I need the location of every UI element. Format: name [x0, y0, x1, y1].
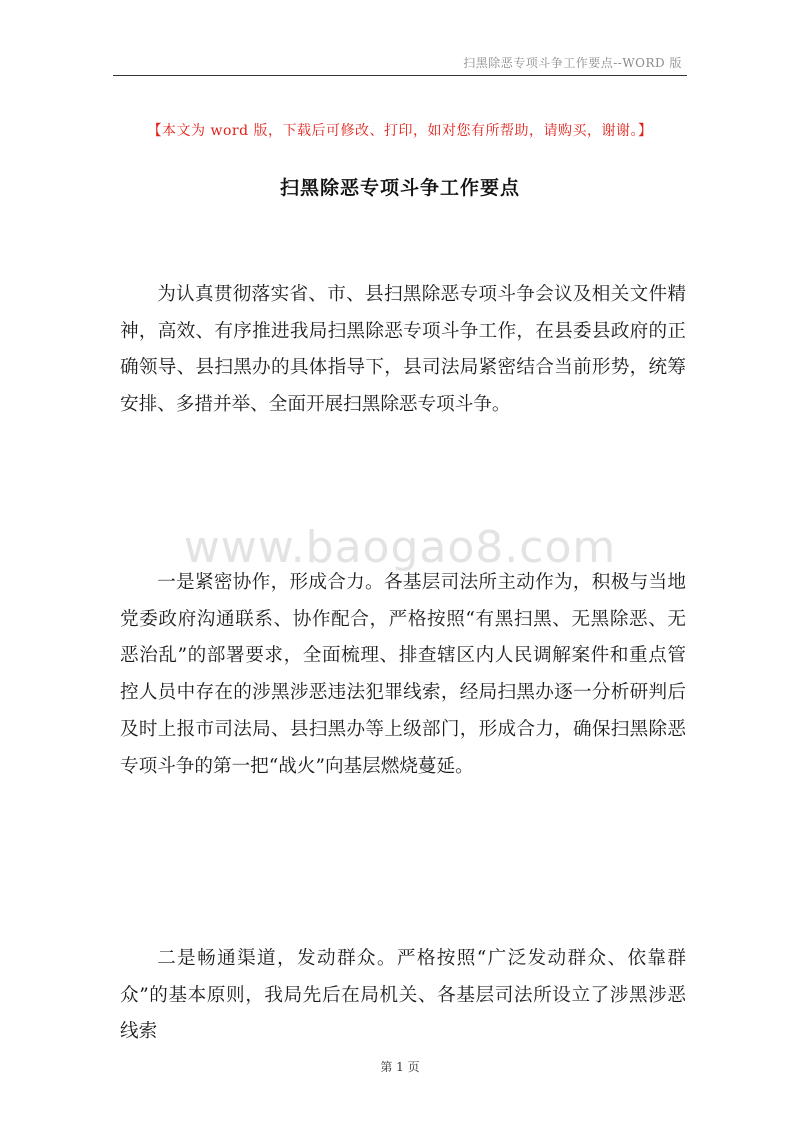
running-header: 扫黑除恶专项斗争工作要点--WORD 版 — [463, 56, 682, 70]
document-title: 扫黑除恶专项斗争工作要点 — [279, 177, 520, 199]
purchase-notice: 【本文为 word 版，下载后可修改、打印，如对您有所帮助，请购买，谢谢。】 — [147, 123, 653, 139]
paragraph-channels: 二是畅通渠道，发动群众。严格按照“广泛发动群众、依靠群众”的基本原则，我局先后在局机关、各基层司法所设立了涉黑涉恶线索 — [120, 948, 686, 1043]
site-watermark: www.baogao8.com — [183, 522, 617, 573]
paragraph-intro: 为认真贯彻落实省、市、县扫黑除恶专项斗争会议及相关文件精神，高效、有序推进我局扫黑除恶专项斗争工作，在县委县政府的正确领导、县扫黑办的具体指导下，县司法局紧密结合当前形势，统筹安排、多措并举、全面开展扫黑除恶专项斗争。 — [120, 284, 686, 416]
page-number: 第 1 页 — [380, 1060, 420, 1074]
header-divider — [113, 75, 687, 76]
paragraph-cooperation: 一是紧密协作，形成合力。各基层司法所主动作为，积极与当地党委政府沟通联系、协作配合，严格按照“有黑扫黑、无黑除恶、无恶治乱”的部署要求，全面梳理、排查辖区内人民调解案件和重点管控人员中存在的涉黑涉恶违法犯罪线索，经局扫黑办逐一分析研判后及时上报市司法局、县扫黑办等上级部门，形成合力，确保扫黑除恶专项斗争的第一把“战火”向基层燃烧蔓延。 — [120, 572, 686, 777]
